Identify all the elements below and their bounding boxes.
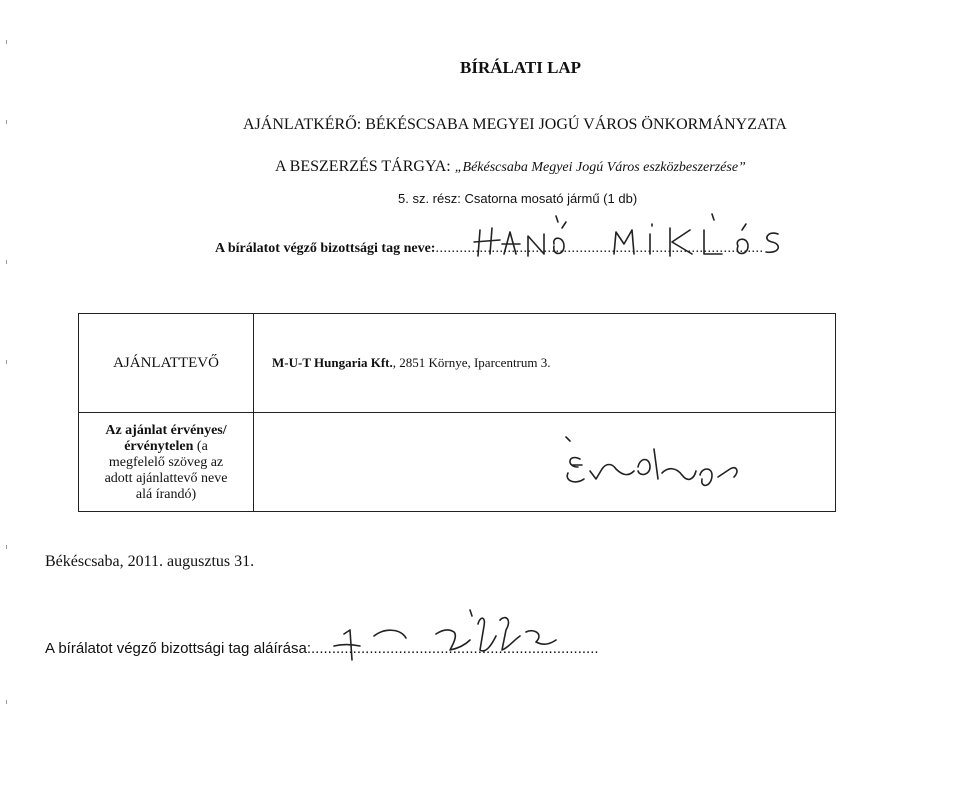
validity-label-cell <box>79 413 254 512</box>
handwritten-signature <box>330 600 630 662</box>
validity-value-cell <box>254 413 836 512</box>
validity-label-line: érvénytelen (a <box>124 439 208 454</box>
reviewer-name-dots: .................................................................................. <box>435 241 764 256</box>
bidder-name: M-U-T Hungaria Kft. <box>272 355 393 370</box>
signature-dots: ..................................................................... <box>311 640 599 657</box>
procurement-subject <box>275 158 746 176</box>
bidder-label-cell <box>79 314 254 413</box>
validity-handwritten-mark <box>554 423 754 493</box>
contracting-authority: AJÁNLATKÉRŐ: BÉKÉSCSABA MEGYEI JOGÚ VÁROS ÖNKORMÁNYZATA <box>243 116 787 133</box>
reviewer-handwritten-name <box>466 210 846 266</box>
signature-label: A bírálatot végző bizottsági tag aláírása: <box>45 640 311 657</box>
subject-value: „Békéscsaba Megyei Jogú Város eszközbeszerzése” <box>454 160 746 175</box>
bidder-value-cell <box>254 314 836 413</box>
bidder-label: AJÁNLATTEVŐ <box>113 355 219 371</box>
validity-label-line: adott ajánlattevő neve <box>104 471 228 486</box>
validity-label-line: megfelelő szöveg az <box>108 455 224 470</box>
evaluation-table <box>78 313 836 512</box>
subject-label: A BESZERZÉS TÁRGYA: <box>275 158 451 175</box>
lot-description: 5. sz. rész: Csatorna mosató jármű (1 db) <box>398 191 638 206</box>
validity-label-line: Az ajánlat érvényes/ <box>105 423 227 438</box>
reviewer-name-label: A bírálatot végző bizottsági tag neve: <box>215 241 436 256</box>
bidder-address: , 2851 Környe, Iparcentrum 3. <box>392 355 551 370</box>
document-title: BÍRÁLATI LAP <box>460 58 582 77</box>
place-and-date: Békéscsaba, 2011. augusztus 31. <box>45 553 255 570</box>
validity-label-line: alá írandó) <box>135 487 197 502</box>
